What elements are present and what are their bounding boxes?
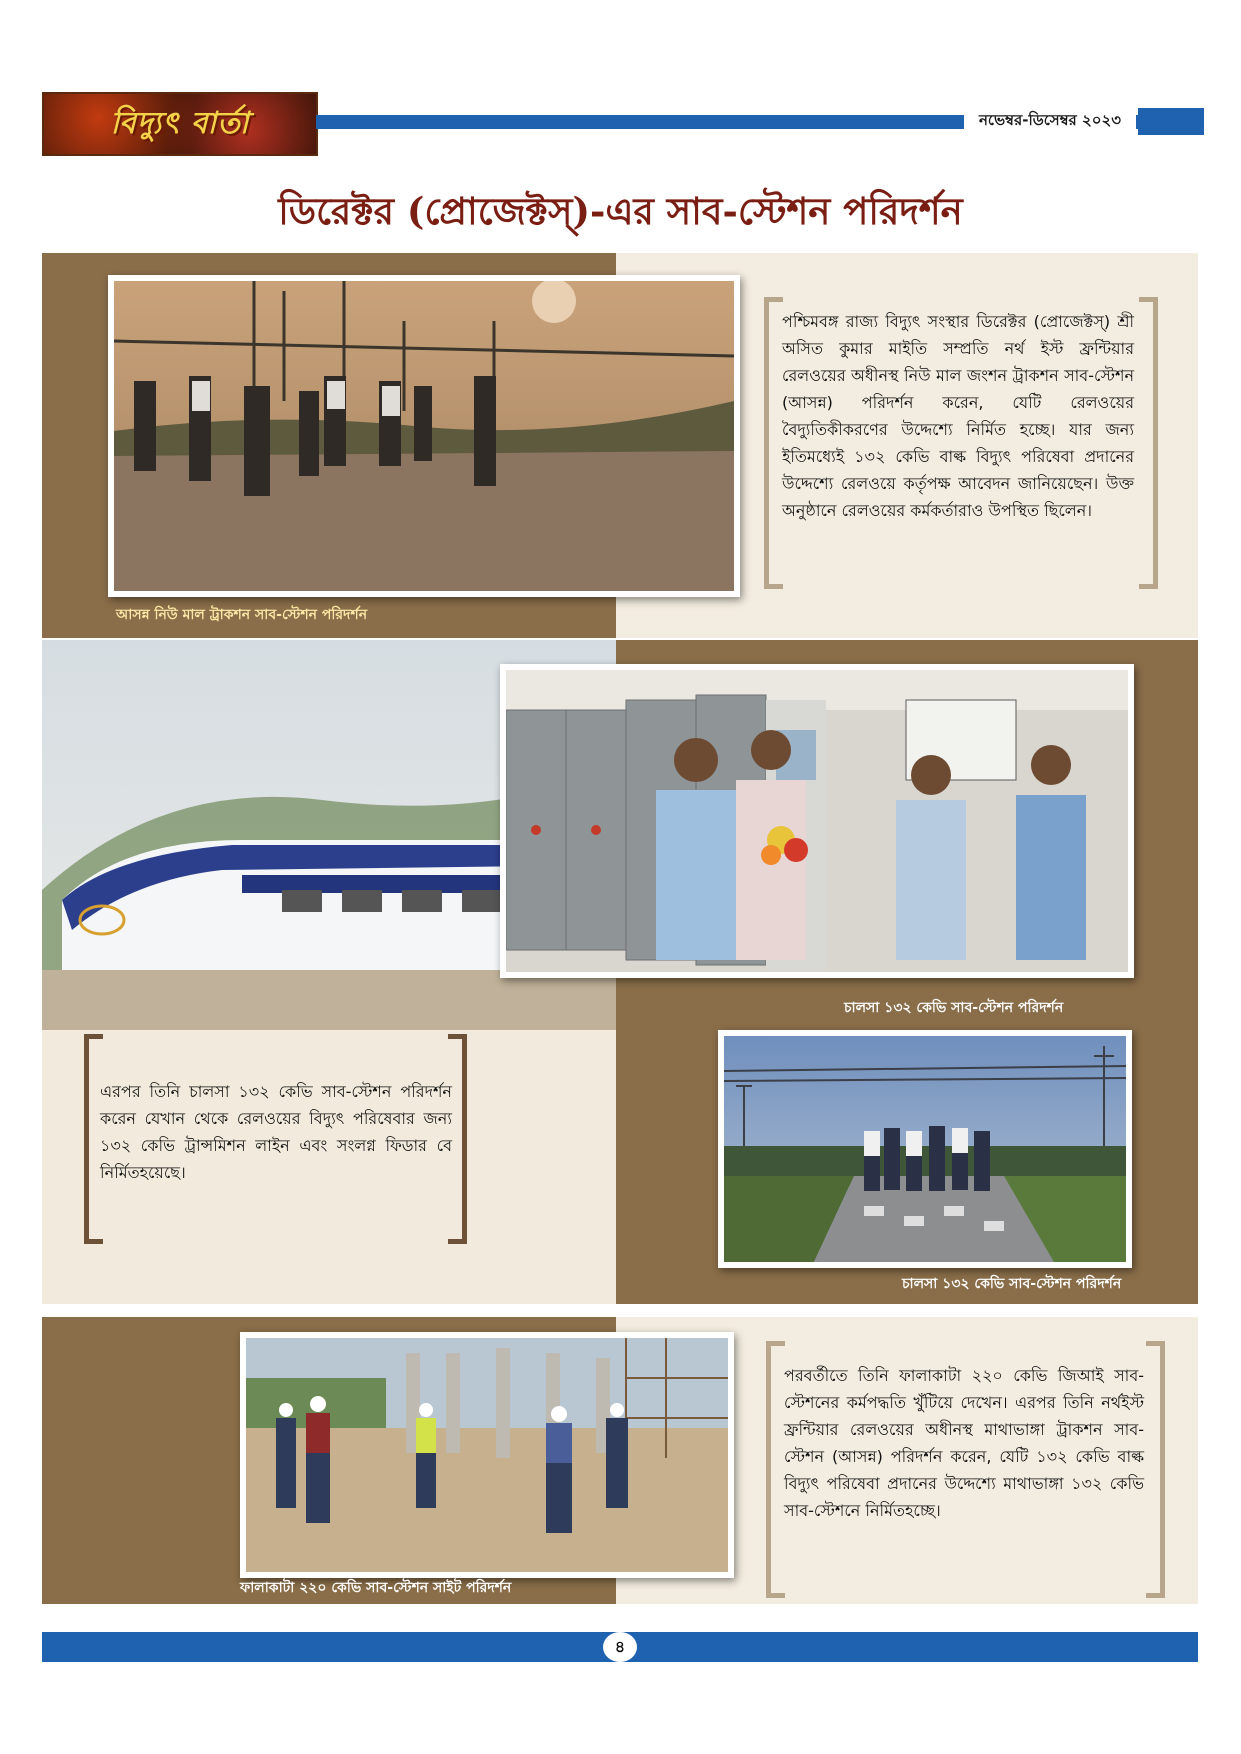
magazine-logo [42, 92, 318, 156]
caption-chalsa-top: চালসা ১৩২ কেভি সাব-স্টেশন পরিদর্শন [844, 1000, 1064, 1016]
caption-new-mal: আসন্ন নিউ মাল ট্রাকশন সাব-স্টেশন পরিদর্শন [116, 607, 368, 623]
caption-falakata: ফালাকাটা ২২০ কেভি সাব-স্টেশন সাইট পরিদর্শন [240, 1580, 512, 1596]
photo-chalsa-indoor [500, 664, 1134, 978]
quote-bracket-right [1139, 297, 1158, 589]
section2-text: এরপর তিনি চালসা ১৩২ কেভি সাব-স্টেশন পরিদর্শন করেন যেখান থেকে রেলওয়ের বিদ্যুৎ পরিষেবার জন্য ১৩২ কেভি ট্রান্সমিশন লাইন এবং সংলগ্ন ফিডার বে নির্মিতহয়েছে। [100, 1082, 452, 1182]
header-bar-end [1138, 108, 1204, 135]
caption-chalsa-bottom: চালসা ১৩২ কেভি সাব-স্টেশন পরিদর্শন [902, 1276, 1122, 1292]
photo-new-mal-site [108, 275, 740, 597]
quote-bracket-left-3 [766, 1341, 785, 1598]
issue-date: নভেম্বর-ডিসেম্বর ২০২৩ [964, 104, 1136, 138]
page-title: ডিরেক্টর (প্রোজেক্টস্)-এর সাব-স্টেশন পরিদর্শন [278, 189, 963, 233]
quote-bracket-right-3 [1146, 1341, 1165, 1598]
photo-chalsa-outdoor [718, 1030, 1132, 1268]
page-number: ৪ [603, 1632, 637, 1662]
quote-bracket-left [764, 297, 783, 589]
section3-text: পরবর্তীতে তিনি ফালাকাটা ২২০ কেভি জিআই সাব-স্টেশনের কর্মপদ্ধতি খুঁটিয়ে দেখেন। এরপর তিনি নর্থইস্ট ফ্রন্টিয়ার রেলওয়ের অধীনস্থ মাথাভাঙ্গা ট্রাকশন সাব-স্টেশন (আসন্ন) পরিদর্শন করেন, যেটি ১৩২ কেভি বাল্ক বিদ্যুৎ পরিষেবা প্রদানের উদ্দেশ্যে মাথাভাঙ্গা ১৩২ কেভি সাব-স্টেশনে নির্মিতহচ্ছে। [784, 1366, 1144, 1520]
section1-text: পশ্চিমবঙ্গ রাজ্য বিদ্যুৎ সংস্থার ডিরেক্টর (প্রোজেক্টস্) শ্রী অসিত কুমার মাইতি সম্প্রতি নর্থ ইস্ট ফ্রন্টিয়ার রেলওয়ের অধীনস্থ নিউ মাল জংশন ট্রাকশন সাব-স্টেশন (আসন্ন) পরিদর্শন করেন, যেটি রেলওয়ের বৈদ্যুতিকীকরণের উদ্দেশ্যে নির্মিত হচ্ছে। যার জন্য ইতিমধ্যেই ১৩২ কেভি বাল্ক বিদ্যুৎ পরিষেবা প্রদানের উদ্দেশ্যে রেলওয়ে কর্তৃপক্ষ আবেদন জানিয়েছেন। উক্ত অনুষ্ঠানে রেলওয়ের কর্মকর্তারাও উপস্থিত ছিলেন। [782, 312, 1134, 520]
photo-falakata-site [240, 1332, 734, 1578]
logo-text: বিদ্যুৎ বার্তা [110, 105, 250, 141]
